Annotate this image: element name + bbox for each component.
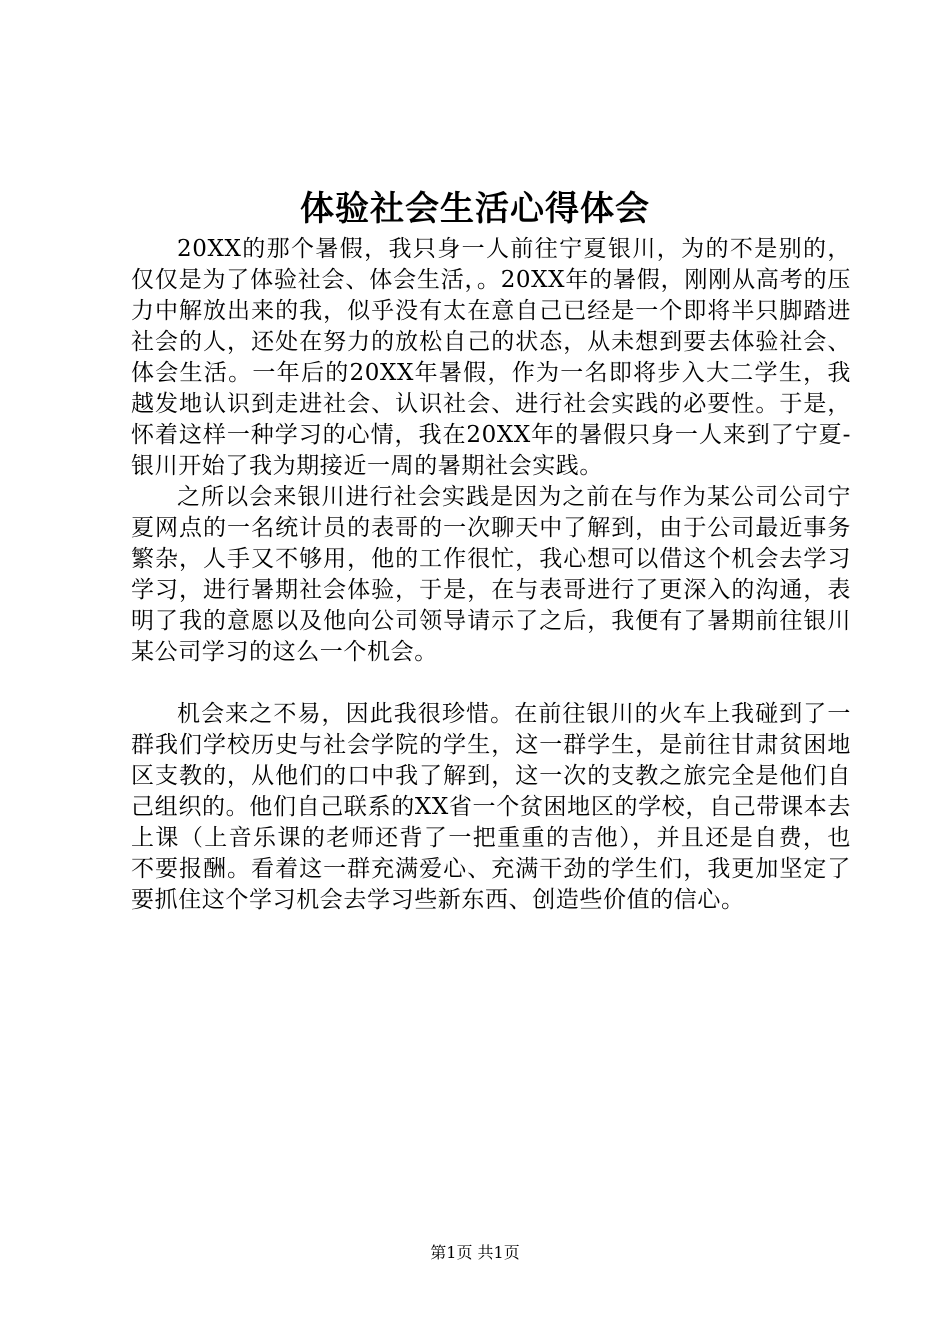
page-footer: 第1页 共1页 bbox=[430, 1243, 520, 1262]
paragraph-1: 20XX的那个暑假，我只身一人前往宁夏银川，为的不是别的，仅仅是为了体验社会、体会生活，。20XX年的暑假，刚刚从高考的压力中解放出来的我，似乎没有太在意自己已经是一个即将半只脚踏进社会的人，还处在努力的放松自己的状态，从未想到要去体验社会、体会生活。一年后的20XX年暑假，作为一名即将步入大二学生，我越发地认识到走进社会、认识社会、进行社会实践的必要性。于是，怀着这样一种学习的心情，我在20XX年的暑假只身一人来到了宁夏-银川开始了我为期接近一周的暑期社会实践。 bbox=[131, 236, 851, 479]
paragraph-2: 之所以会来银川进行社会实践是因为之前在与作为某公司公司宁夏网点的一名统计员的表哥的一次聊天中了解到，由于公司最近事务繁杂，人手又不够用，他的工作很忙，我心想可以借这个机会去学习学习，进行暑期社会体验，于是，在与表哥进行了更深入的沟通，表明了我的意愿以及他向公司领导请示了之后，我便有了暑期前往银川某公司学习的这么一个机会。 bbox=[131, 484, 851, 665]
document-body bbox=[131, 234, 851, 916]
document-title: 体验社会生活心得体会 bbox=[300, 189, 650, 229]
paragraph-3: 机会来之不易，因此我很珍惜。在前往银川的火车上我碰到了一群我们学校历史与社会学院的学生，这一群学生，是前往甘肃贫困地区支教的，从他们的口中我了解到，这一次的支教之旅完全是他们自己组织的。他们自己联系的XX省一个贫困地区的学校，自己带课本去上课（上音乐课的老师还背了一把重重的吉他），并且还是自费，也不要报酬。看着这一群充满爱心、充满干劲的学生们，我更加坚定了要抓住这个学习机会去学习些新东西、创造些价值的信心。 bbox=[131, 701, 851, 913]
